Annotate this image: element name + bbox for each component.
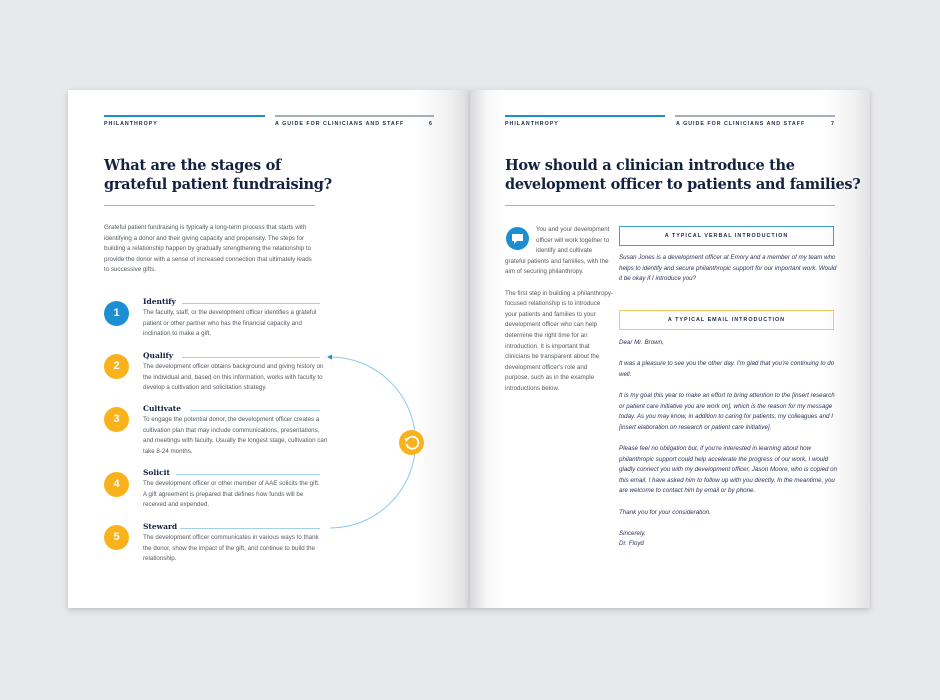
- step-number-badge: 2: [104, 354, 129, 379]
- email-signature: Dr. Floyd: [619, 540, 644, 548]
- step-text: The development officer or other member of AAE solicits the gift. A gift agreement is prepared that defines how funds will be received and expended.: [143, 480, 320, 509]
- header-rule-blue: [505, 115, 665, 117]
- email-paragraph: It was a pleasure to see you the other day. I'm glad that you're continuing to do well.: [619, 360, 835, 378]
- refresh-icon: [399, 430, 424, 455]
- header-rule-blue: [104, 115, 265, 117]
- header-rule-grey: [275, 115, 434, 117]
- step-number-badge: 3: [104, 407, 129, 432]
- email-paragraph: It is my goal this year to make an effort to bring attention to the [insert research or patient care initiative you are work on], which is the reason for my message today. As you may know, in addition to caring for patients, my colleagues and I [insert elaboration on research or patient care initiative].: [619, 391, 835, 431]
- step-rule: [190, 410, 320, 411]
- email-greeting: Dear Mr. Brown,: [619, 339, 664, 346]
- page-number: 6: [429, 121, 433, 127]
- arrowhead-icon: [327, 355, 332, 360]
- step-number-badge: 5: [104, 525, 129, 550]
- left-page: [68, 90, 470, 608]
- title-line: grateful patient fundraising?: [104, 176, 332, 193]
- step-number-badge: 1: [104, 301, 129, 326]
- page-title: [104, 156, 332, 194]
- title-rule: [104, 205, 315, 206]
- step-number-badge: 4: [104, 472, 129, 497]
- page-number: 7: [831, 121, 835, 127]
- title-line: development officer to patients and families?: [505, 176, 861, 193]
- title-line: What are the stages of: [104, 157, 281, 174]
- header-rule-grey: [675, 115, 835, 117]
- guide-label: A GUIDE FOR CLINICIANS AND STAFF: [275, 121, 405, 127]
- step-text: The development officer communicates in various ways to thank the donor, show the impact of the gift, and continue to build the relationship.: [143, 534, 319, 563]
- step-title: Cultivate: [143, 404, 182, 413]
- step-rule: [182, 357, 320, 358]
- section-label: PHILANTHROPY: [505, 121, 559, 127]
- intro-paragraph: The first step in building a philanthropy-focused relationship is to introduce your patients and families to your development officer who can help determine the right time for an introduction. It is important that clinicians be transparent about the development officer's role and purpose, such as in the example introductions below.: [505, 289, 613, 392]
- step-title: Qualify: [143, 351, 174, 360]
- email-intro-text: [619, 338, 839, 550]
- step-rule: [182, 303, 320, 304]
- page-title: [505, 156, 860, 194]
- step-rule: [180, 528, 320, 529]
- title-line: How should a clinician introduce the: [505, 157, 795, 174]
- step-title: Identify: [143, 297, 176, 306]
- verbal-intro-heading: A TYPICAL VERBAL INTRODUCTION: [619, 226, 834, 246]
- icon-wrap-spacer: [505, 225, 536, 255]
- step-text: The faculty, staff, or the development officer identifies a grateful patient or other partner who has the financial capacity and inclination to make a gift.: [143, 309, 317, 338]
- step-title: Steward: [143, 522, 178, 531]
- intro-paragraph: Grateful patient fundraising is typically a long-term process that starts with identifying a donor and their giving capacity and propensity. The steps for building a relationship happen by gradually strengthening the relationship to provide the donor with a sense of increased connection that ultimately leads to successive gifts.: [104, 224, 312, 274]
- step-rule: [176, 474, 320, 475]
- intro-column: [505, 225, 613, 395]
- step-text: To engage the potential donor, the development officer creates a cultivation plan that may include communications, presentations, and meetings with faculty. Usually the longest stage, cultivation can take 8-24 months.: [143, 416, 328, 455]
- paragraph-gap: [505, 278, 613, 289]
- guide-label: A GUIDE FOR CLINICIANS AND STAFF: [676, 121, 806, 127]
- title-rule: [505, 205, 835, 206]
- email-paragraph: Please feel no obligation but, if you're interested in learning about how philanthropic support could help accelerate the progress of our work, I would gladly connect you with my development officer, Jason Moore, who is copied on this email. I have asked him to follow up with you directly. In the meantime, you are welcome to contact him by email or by phone.: [619, 444, 838, 495]
- section-label: PHILANTHROPY: [104, 121, 158, 127]
- step-title: Solicit: [143, 468, 170, 477]
- intro-paragraph: You and your development officer will work together to identify and cultivate grateful patients and families, with the aim of securing philanthropy.: [505, 226, 610, 276]
- email-intro-heading: A TYPICAL EMAIL INTRODUCTION: [619, 310, 834, 330]
- right-page: [470, 90, 870, 608]
- step-text: The development officer obtains background and giving history on the individual and, based on this information, works with faculty to develop a cultivation and solicitation strategy.: [143, 363, 324, 392]
- email-paragraph: Thank you for your consideration.: [619, 508, 711, 516]
- email-closing: Sincerely,: [619, 529, 646, 537]
- verbal-intro-text: Susan Jones is a development officer at Emory and a member of my team who helps to identify and secure philanthropic support for our important work. Would it be okay if I introduce you?: [619, 254, 837, 283]
